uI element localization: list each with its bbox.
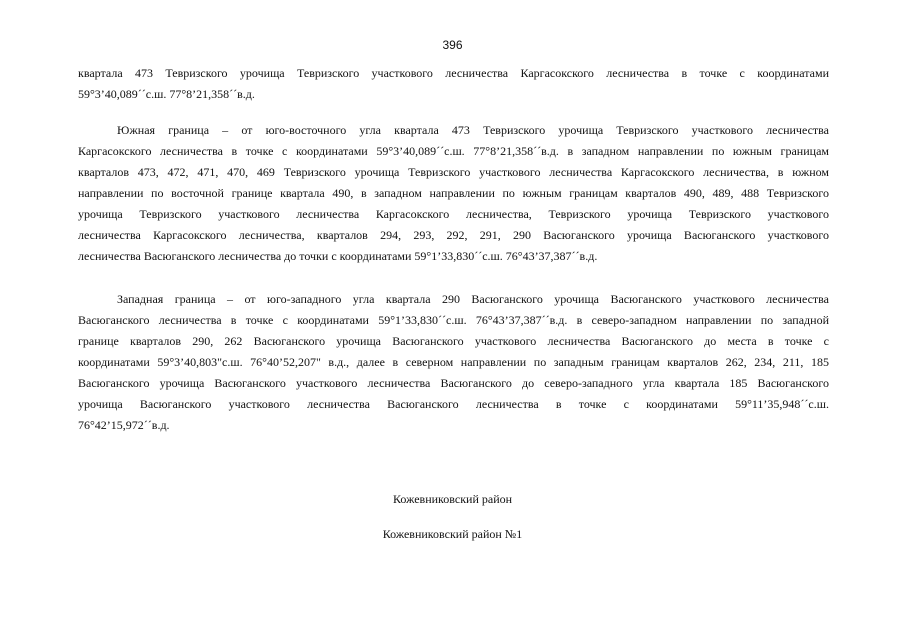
text-line: лесничества Васюганского лесничества до точки с координатами 59°1’33,830´´с.ш. 76°43’37,387´´в.д. — [78, 249, 598, 263]
text-line: урочища Тевризского участкового лесничества Каргасокского лесничества, Тевризского урочища Тевризского участкового — [78, 207, 829, 221]
text-line: кварталов 473, 472, 471, 470, 469 Тевризского урочища Тевризского участкового лесничества Каргасокского лесничества, в южном — [78, 165, 829, 179]
text-line: урочища Васюганского участкового лесничества Васюганского лесничества в точке с координатами 59°11’35,948´´с.ш. — [78, 397, 829, 411]
text-line: 76°42’15,972´´в.д. — [78, 418, 170, 432]
text-line: лесничества Каргасокского лесничества, кварталов 294, 293, 292, 291, 290 Васюганского урочища Васюганского участкового — [78, 228, 829, 242]
paragraph-west-boundary — [78, 289, 829, 436]
section-heading: Кожевниковский район — [392, 492, 513, 506]
text-line: направлении по восточной границе квартала 490, в западном направлении по южным границам кварталов 490, 489, 488 Тевризского — [78, 186, 829, 200]
paragraph-south-boundary — [78, 120, 829, 267]
text-line: Южная граница – от юго-восточного угла квартала 473 Тевризского урочища Тевризского участкового лесничества — [117, 123, 829, 137]
text-line: квартала 473 Тевризского урочища Тевризского участкового лесничества Каргасокского лесничества в точке с координатами — [78, 66, 829, 80]
text-line: Западная граница – от юго-западного угла квартала 290 Васюганского урочища Васюганского участкового лесничества — [117, 292, 829, 306]
page-number: 396 — [442, 38, 463, 52]
text-line: 59°3’40,089´´с.ш. 77°8’21,358´´в.д. — [78, 87, 255, 101]
paragraph-continuation — [78, 63, 829, 105]
text-line: границе кварталов 290, 262 Васюганского урочища Васюганского участкового лесничества Васюганского до места в точке с — [78, 334, 829, 348]
text-line: Васюганского урочища Васюганского участкового лесничества Васюганского до северо-западного угла квартала 185 Васюганского — [78, 376, 829, 390]
text-line: координатами 59°3’40,803"с.ш. 76°40’52,207" в.д., далее в северном направлении по западным границам кварталов 262, 234, 211, 185 — [78, 355, 829, 369]
text-line: Васюганского лесничества в точке с координатами 59°1’33,830´´с.ш. 76°43’37,387´´в.д. в северо-западном направлении по западной — [78, 313, 829, 327]
subsection-heading: Кожевниковский район №1 — [382, 527, 523, 541]
text-line: Каргасокского лесничества в точке с координатами 59°3’40,089´´с.ш. 77°8’21,358´´в.д. в западном направлении по южным границам — [78, 144, 829, 158]
